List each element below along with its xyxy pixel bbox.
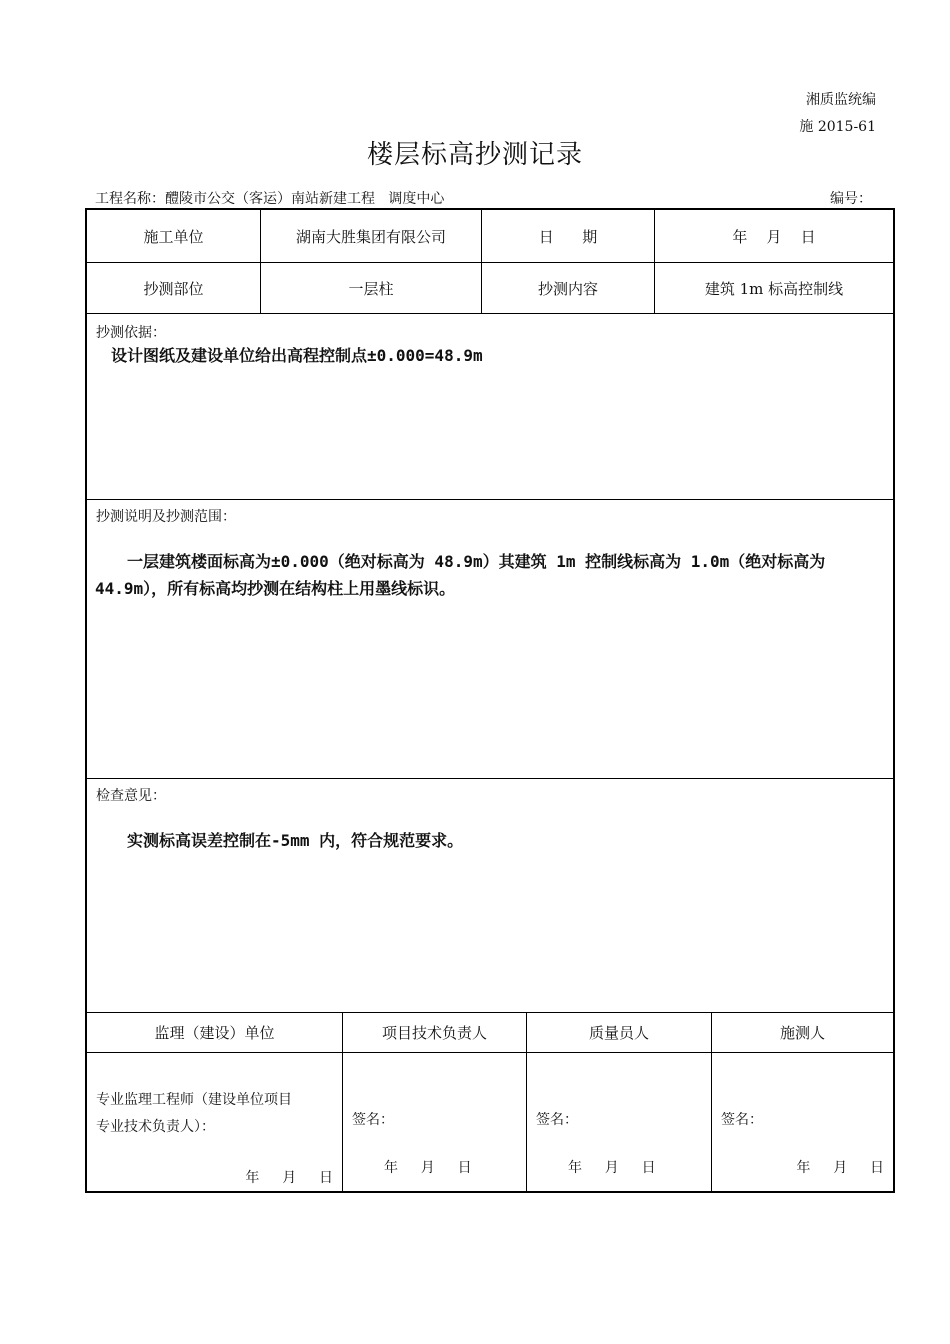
row-survey-location — [87, 263, 893, 314]
survey-content-label: 抄测内容 — [482, 263, 655, 313]
surveyor-date: 年 月 日 — [796, 1160, 885, 1176]
survey-description-label: 抄测说明及抄测范围： — [96, 509, 236, 525]
construction-unit-label: 施工单位 — [87, 210, 261, 262]
inspection-section — [87, 779, 893, 1013]
quality-inspector-sign-label: 签名： — [536, 1112, 578, 1128]
survey-basis-label: 抄测依据： — [96, 325, 166, 341]
construction-unit-value: 湖南大胜集团有限公司 — [261, 210, 482, 262]
supervisor-unit-header: 监理（建设）单位 — [87, 1013, 343, 1052]
date-label: 日 期 — [482, 210, 655, 262]
form-reference-1: 湘质监统编 — [806, 92, 876, 108]
tech-lead-header: 项目技术负责人 — [343, 1013, 527, 1052]
surveyor-signature-cell — [712, 1053, 893, 1191]
supervisor-signature-cell — [87, 1053, 343, 1191]
tech-lead-signature-cell — [343, 1053, 527, 1191]
surveyor-header: 施测人 — [779, 1024, 825, 1042]
survey-description-section — [87, 500, 893, 779]
survey-basis-section — [87, 314, 893, 500]
date-value: 年 月 日 — [732, 227, 816, 246]
page-title: 楼层标高抄测记录 — [366, 140, 583, 170]
number-label: 编号： — [830, 191, 872, 207]
project-name-line — [95, 188, 444, 208]
quality-inspector-date: 年 月 日 — [568, 1160, 657, 1176]
row-construction-unit — [87, 210, 893, 263]
signature-header-row — [87, 1013, 893, 1053]
project-label: 工程名称： — [95, 191, 165, 207]
quality-inspector-header: 质量员人 — [527, 1013, 712, 1052]
surveyor-sign-label: 签名： — [721, 1112, 763, 1128]
survey-description-text: 一层建筑楼面标高为±0.000（绝对标高为 48.9m）其建筑 1m 控制线标高为 1.0m（绝对标高为 44.9m），所有标高均抄测在结构柱上用墨线标识。 — [95, 552, 826, 598]
form-reference-2: 施 2015-61 — [799, 119, 876, 135]
record-table — [85, 208, 895, 1193]
survey-location-label: 抄测部位 — [87, 263, 261, 313]
quality-inspector-signature-cell — [527, 1053, 712, 1191]
supervisor-note: 专业监理工程师（建设单位项目专业技术负责人）： — [96, 1092, 292, 1135]
tech-lead-date: 年 月 日 — [384, 1160, 473, 1176]
signature-body-row — [87, 1053, 893, 1191]
survey-basis-text: 设计图纸及建设单位给出高程控制点±0.000=48.9m — [111, 346, 483, 365]
supervisor-date: 年 月 日 — [245, 1170, 334, 1186]
survey-location-value: 一层柱 — [261, 263, 482, 313]
survey-content-value: 建筑 1m 标高控制线 — [704, 279, 844, 298]
tech-lead-sign-label: 签名： — [352, 1112, 394, 1128]
inspection-label: 检查意见： — [96, 788, 166, 804]
project-name: 醴陵市公交（客运）南站新建工程 调度中心 — [165, 191, 445, 207]
inspection-text: 实测标高误差控制在-5mm 内，符合规范要求。 — [127, 831, 464, 850]
